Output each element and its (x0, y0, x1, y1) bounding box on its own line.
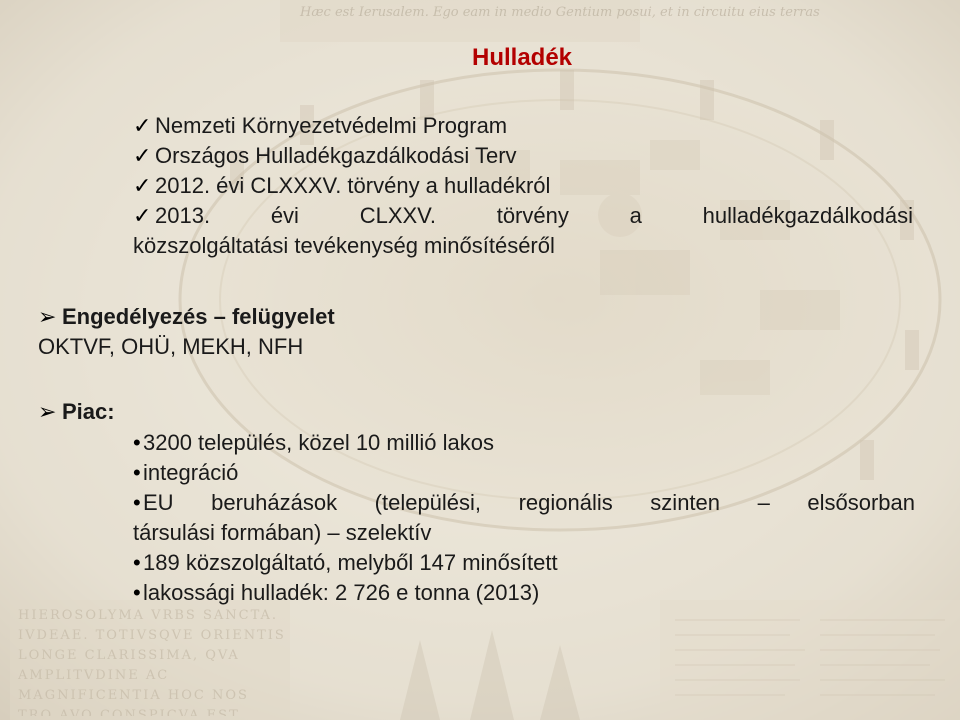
checkmark-icon: ✓ (133, 143, 152, 168)
list-item-text: EU beruházások (települési, regionális szinten – elsősorban (143, 490, 915, 515)
checkmark-icon: ✓ (133, 173, 152, 198)
list-item (133, 488, 915, 518)
bullet-icon: • (133, 430, 141, 455)
arrow-bullet-icon: ➢ (38, 399, 57, 424)
market-list (133, 428, 915, 608)
law-item (133, 201, 913, 231)
licensing-heading: Engedélyezés – felügyelet (62, 304, 335, 329)
law-item-continuation: közszolgáltatási tevékenység minősítéséről (133, 233, 555, 258)
list-item-text: integráció (143, 460, 239, 485)
list-item-text: lakossági hulladék: 2 726 e tonna (2013) (143, 580, 540, 605)
market-heading-line (38, 397, 638, 427)
checkmark-icon: ✓ (133, 113, 152, 138)
list-item (133, 548, 915, 578)
list-item (133, 578, 915, 608)
bullet-icon: • (133, 490, 141, 515)
licensing-heading-line (38, 302, 638, 332)
law-item-text: Nemzeti Környezetvédelmi Program (155, 113, 508, 138)
list-item (133, 458, 915, 488)
law-list (133, 111, 913, 261)
law-item (133, 111, 913, 141)
bullet-icon: • (133, 460, 141, 485)
licensing-agencies: OKTVF, OHÜ, MEKH, NFH (38, 334, 304, 359)
bullet-icon: • (133, 550, 141, 575)
market-heading: Piac: (62, 399, 115, 424)
list-item-text: 3200 település, közel 10 millió lakos (143, 430, 494, 455)
checkmark-icon: ✓ (133, 203, 152, 228)
list-item (133, 428, 915, 458)
list-item-text: 189 közszolgáltató, melyből 147 minősített (143, 550, 558, 575)
law-item (133, 141, 913, 171)
slide-title: Hulladék (471, 44, 573, 71)
list-item-continuation: társulási formában) – szelektív (133, 520, 432, 545)
bullet-icon: • (133, 580, 141, 605)
law-item-text: 2012. évi CLXXXV. törvény a hulladékról (155, 173, 551, 198)
law-item (133, 171, 913, 201)
law-item-text: 2013. évi CLXXV. törvény a hulladékgazdálkodási (155, 203, 913, 228)
law-item-text: Országos Hulladékgazdálkodási Terv (155, 143, 517, 168)
arrow-bullet-icon: ➢ (38, 304, 57, 329)
licensing-section (38, 302, 638, 362)
